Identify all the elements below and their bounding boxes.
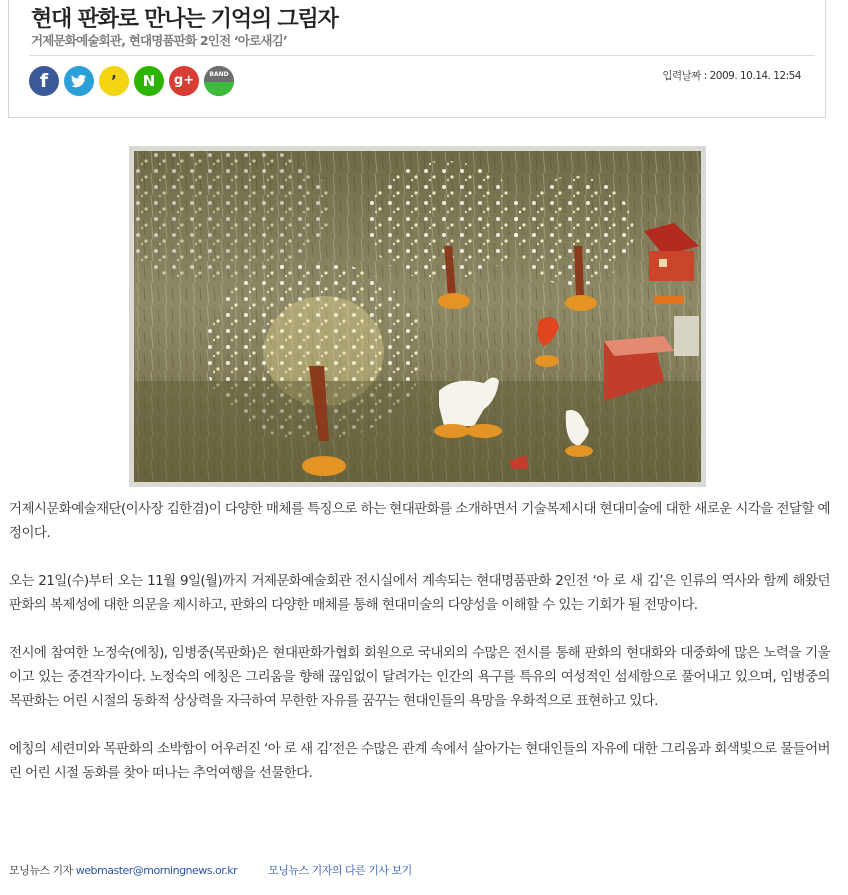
googleplus-icon[interactable]: g+ <box>169 66 199 96</box>
kakaostory-icon[interactable]: ’ <box>99 66 129 96</box>
publish-date: 입력날짜 : 2009. 10.14. 12:54 <box>662 70 801 82</box>
article-paragraph: 에칭의 세련미와 목판화의 소박함이 어우러진 ‘아 로 새 김’전은 수많은 관계 속에서 살아가는 현대인들의 자유에 대한 그리움과 회색빛으로 물들어버린 어린 시절 동화를 찾아 떠나는 추억여행을 선물한다. <box>9 741 830 781</box>
naver-icon[interactable]: N <box>134 66 164 96</box>
article-title: 현대 판화로 만나는 기억의 그림자 <box>31 7 338 32</box>
band-label: BAND <box>204 66 234 82</box>
twitter-bird-icon <box>64 66 94 96</box>
article-header <box>8 0 826 118</box>
more-articles-link[interactable]: 모닝뉴스 기자의 다른 기사 보기 <box>268 864 412 877</box>
reporter-label: 모닝뉴스 기자 <box>9 864 73 877</box>
band-icon[interactable] <box>204 66 234 96</box>
artwork-print-image <box>134 151 701 482</box>
article-paragraph: 전시에 참여한 노정숙(에칭), 임병중(목판화)은 현대판화가협회 회원으로 국내외의 수많은 전시를 통해 판화의 현대화와 대중화에 많은 노력을 기울이고 있는 중견작가이다. 노정숙의 에칭은 그리움을 향해 끊임없이 달려가는 인간의 욕구를 특유의 여성적인 섬세함으로 풀어내고 있으며, 임병중의 목판화는 어린 시절의 동화적 상상력을 자극하여 무한한 자유를 꿈꾸는 현대인들의 욕망을 우화적으로 표현하고 있다. <box>9 645 830 709</box>
header-divider <box>29 55 815 56</box>
article-image <box>129 146 706 487</box>
article-paragraph: 거제시문화예술재단(이사장 김한겸)이 다양한 매체를 특징으로 하는 현대판화를 소개하면서 기술복제시대 현대미술에 대한 새로운 시각을 전달할 예정이다. <box>9 501 830 541</box>
band-stripe <box>204 82 234 96</box>
article-footer <box>9 862 412 878</box>
twitter-icon[interactable] <box>64 66 94 96</box>
article-paragraph: 오는 21일(수)부터 오는 11월 9일(월)까지 거제문화예술회관 전시실에서 계속되는 현대명품판화 2인전 ‘아 로 새 김’은 인류의 역사와 함께 해왔던 판화의 복제성에 대한 의문을 제시하고, 판화의 다양한 매체를 통해 현대미술의 다양성을 이해할 수 있는 기회가 될 전망이다. <box>9 573 830 613</box>
reporter-email-link[interactable]: webmaster@morningnews.or.kr <box>75 864 238 877</box>
article-body <box>9 497 830 809</box>
facebook-icon[interactable]: f <box>29 66 59 96</box>
article-subtitle: 거제문화예술회관, 현대명품판화 2인전 ‘아로새김’ <box>31 33 287 48</box>
